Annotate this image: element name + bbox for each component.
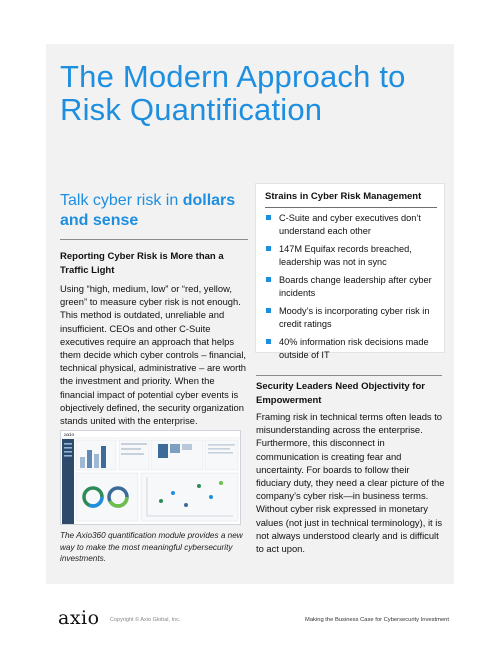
page-title: The Modern Approach to Risk Quantification [60, 59, 406, 127]
footer-logo: axio [58, 607, 100, 629]
bullet-square-icon [266, 277, 271, 282]
strain-item: Boards change leadership after cyber incidents [265, 274, 443, 300]
tagline-bold: dollars and sense [60, 192, 236, 229]
strain-item: 40% information risk decisions made outside of IT [265, 336, 443, 362]
bullet-square-icon [266, 308, 271, 313]
footer-document-title: Making the Business Case for Cybersecurity Investment [305, 617, 450, 623]
strains-divider [265, 207, 437, 208]
security-heading: Security Leaders Need Objectivity for Empowerment [256, 381, 425, 406]
reporting-body: Using “high, medium, low” or “red, yellow, green” to measure cyber risk is not enough. This method is outdated, unreliable and insufficient. CEOs and other C-Suite executives require an approach that helps them decide which cyber controls – financial, technical physical, administrative – are worth the investment and priority. When the financial impact of potential cyber events is objectively defined, the security organization stands united with the enterprise. [60, 283, 247, 427]
bullet-square-icon [266, 339, 271, 344]
axio360-screenshot [60, 430, 241, 525]
strain-item: C-Suite and cyber executives don’t understand each other [265, 212, 443, 238]
strains-heading: Strains in Cyber Risk Management [265, 191, 422, 202]
reporting-heading: Reporting Cyber Risk is More than a Traffic Light [60, 251, 224, 276]
strains-box [255, 183, 445, 360]
tagline-divider [60, 239, 248, 240]
bullet-square-icon [266, 246, 271, 251]
strains-list [265, 212, 443, 367]
app-logo: axio [64, 432, 75, 438]
footer-copyright: Copyright © Axio Global, Inc. [110, 617, 181, 623]
figure-caption: The Axio360 quantification module provides a new way to make the most meaningful cybersecurity investments. [60, 531, 243, 563]
security-body: Framing risk in technical terms often leads to misunderstanding across the enterprise. Furthermore, this disconnect in communication is creating fear and uncertainty. For boards to follow their fiduciary duty, they need a clear picture of the company’s cyber risk—in business terms. Without cyber risk expressed in monetary values (not just in technical terminology), it is not always understood clearly and is difficult to act upon. [256, 411, 445, 555]
dashboard-thumbnail [61, 431, 240, 524]
tagline [60, 191, 250, 231]
strain-item: 147M Equifax records breached, leadership was not in sync [265, 243, 443, 269]
tagline-prefix: Talk cyber risk in [60, 192, 183, 209]
bullet-square-icon [266, 215, 271, 220]
strain-item: Moody’s is incorporating cyber risk in credit ratings [265, 305, 443, 331]
security-divider [256, 375, 442, 376]
